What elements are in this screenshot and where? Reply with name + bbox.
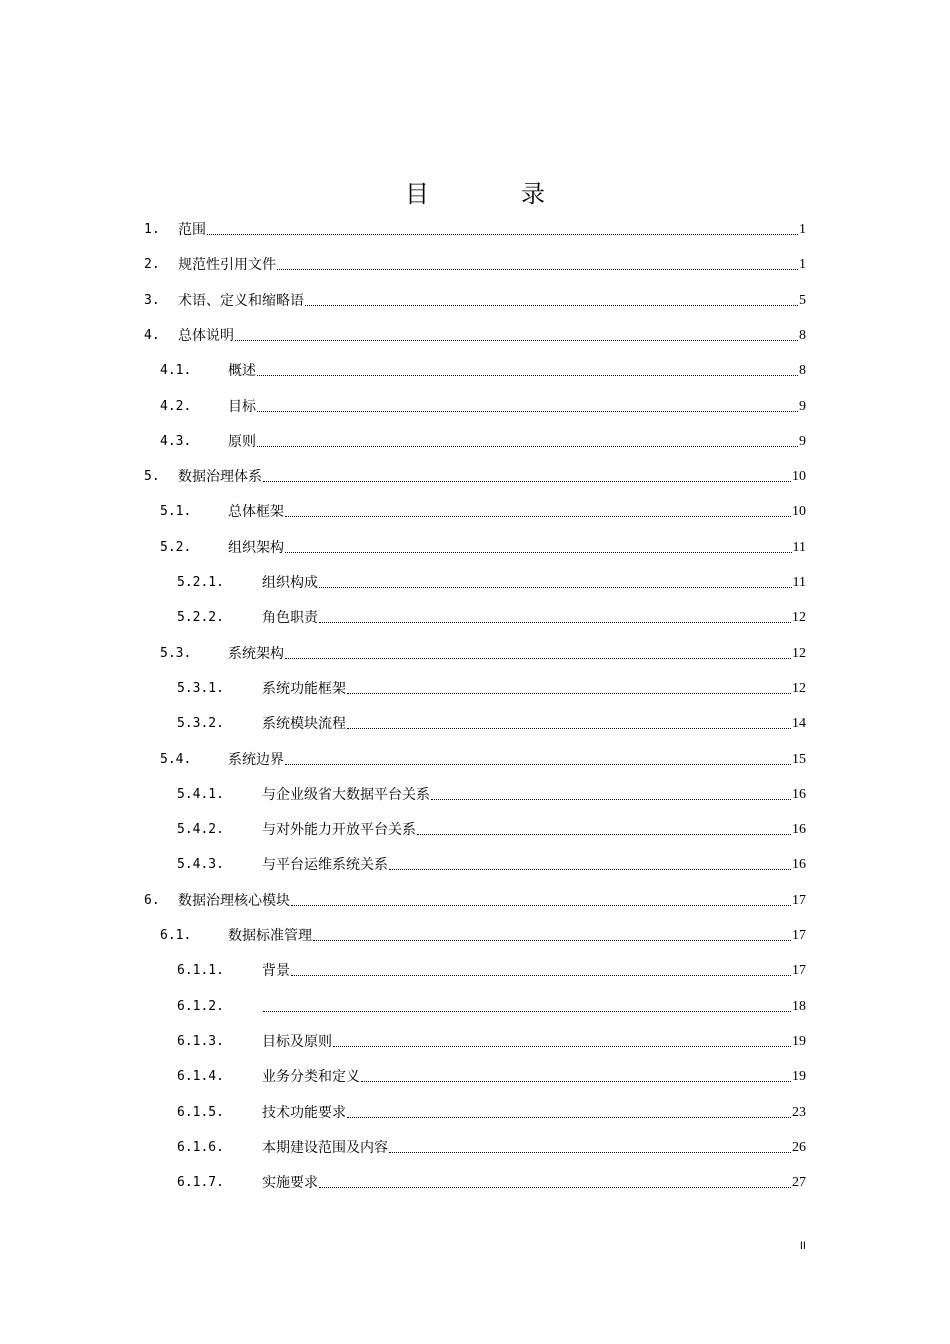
toc-entry-label: 与平台运维系统关系: [262, 857, 388, 874]
toc-entry[interactable]: [177, 994, 806, 1016]
toc-entry[interactable]: [177, 1170, 806, 1192]
toc-entry-page: 1: [799, 222, 806, 237]
toc-entry-page: 19: [792, 1033, 806, 1049]
toc-entry[interactable]: [144, 252, 806, 274]
toc-entry[interactable]: [177, 817, 806, 839]
toc-entry-number: 5.3.1.: [177, 680, 224, 696]
toc-entry-page: 17: [792, 892, 806, 908]
toc-entry[interactable]: [144, 888, 806, 910]
toc-entry-label: 数据治理核心模块: [178, 892, 290, 909]
toc-entry-label: 规范性引用文件: [178, 257, 276, 274]
toc-entry-number: 4.3.: [160, 433, 192, 449]
toc-entry-number: 3.: [144, 292, 160, 308]
toc-entry-label: 业务分类和定义: [262, 1069, 360, 1086]
toc-entry-page: 8: [799, 363, 806, 379]
dot-leader: [347, 715, 791, 733]
toc-entry-label: 原则: [228, 433, 256, 450]
toc-entry[interactable]: [177, 605, 806, 627]
toc-entry-number: 2.: [144, 257, 160, 273]
dot-leader: [319, 609, 791, 627]
toc-entry-page: 15: [792, 751, 806, 767]
toc-entry-label: 系统架构: [228, 645, 284, 662]
toc-entry-number: 6.1.7.: [177, 1175, 224, 1191]
toc-entry-page: 11: [792, 575, 806, 590]
toc-entry-number: 1.: [144, 222, 160, 237]
toc-entry-number: 5.4.1.: [177, 786, 224, 802]
toc-entry-label: 角色职责: [262, 610, 318, 627]
dot-leader: [207, 221, 798, 239]
toc-entry-page: 17: [792, 928, 806, 943]
dot-leader: [319, 574, 792, 592]
toc-entry-number: 5.2.: [160, 539, 192, 555]
toc-entry-number: 6.1.1.: [177, 963, 224, 979]
dot-leader: [257, 398, 798, 416]
toc-entry-label: 系统模块流程: [262, 716, 346, 733]
toc-entry[interactable]: [160, 429, 806, 451]
toc-entry-page: 12: [792, 680, 806, 696]
toc-entry[interactable]: [160, 394, 806, 416]
toc-entry-page: 14: [792, 716, 806, 732]
toc-entry-label: 技术功能要求: [262, 1104, 346, 1121]
toc-entry-number: 4.1.: [160, 363, 192, 379]
toc-entry-label: 与对外能力开放平台关系: [262, 822, 416, 839]
toc-entry[interactable]: [144, 323, 806, 345]
dot-leader: [431, 786, 791, 804]
toc-entry[interactable]: [160, 535, 806, 557]
toc-entry-page: 16: [792, 786, 806, 802]
toc-entry-label: 与企业级省大数据平台关系: [262, 786, 430, 803]
toc-entry[interactable]: [177, 711, 806, 733]
toc-entry-label: 总体框架: [228, 504, 284, 521]
dot-leader: [285, 539, 792, 557]
toc-entry[interactable]: [160, 499, 806, 521]
dot-leader: [389, 1139, 791, 1157]
toc-entry-label: 本期建设范围及内容: [262, 1139, 388, 1156]
toc-entry-page: 9: [799, 433, 806, 449]
dot-leader: [291, 892, 791, 910]
toc-entry-number: 5.4.2.: [177, 822, 224, 838]
toc-entry-page: 27: [792, 1175, 806, 1191]
toc-entry[interactable]: [144, 288, 806, 310]
toc-entry-label: 概述: [228, 363, 256, 380]
dot-leader: [263, 998, 791, 1016]
toc-entry-page: 12: [792, 645, 806, 661]
toc-entry-label: 范围: [178, 222, 206, 238]
toc-entry-label: 数据标准管理: [228, 928, 312, 944]
toc-entry-page: 16: [792, 822, 806, 838]
toc-entry[interactable]: [177, 1100, 806, 1122]
toc-entry-page: 23: [792, 1104, 806, 1120]
dot-leader: [235, 327, 798, 345]
dot-leader: [305, 292, 798, 310]
toc-entry-number: 5.3.: [160, 645, 192, 661]
toc-entry[interactable]: [177, 1064, 806, 1086]
toc-entry[interactable]: [160, 641, 806, 663]
toc-entry[interactable]: [177, 1135, 806, 1157]
toc-entry[interactable]: [177, 782, 806, 804]
toc-entry-label: 目标: [228, 398, 256, 415]
toc-title: 目 录: [405, 180, 579, 209]
toc-entry[interactable]: [160, 358, 806, 380]
toc-entry-label: 组织架构: [228, 539, 284, 556]
toc-entry-page: 5: [799, 292, 806, 308]
toc-entry-number: 4.: [144, 327, 160, 343]
dot-leader: [347, 680, 791, 698]
dot-leader: [285, 751, 791, 769]
toc-entry-number: 5.1.: [160, 504, 192, 520]
toc-entry-page: 8: [799, 327, 806, 343]
toc-entry-number: 6.: [144, 892, 160, 908]
toc-entry-page: 12: [792, 610, 806, 626]
toc-entry-number: 6.1.3.: [177, 1033, 224, 1049]
toc-entry-label: 术语、定义和缩略语: [178, 292, 304, 309]
toc-entry-number: 5.4.3.: [177, 857, 224, 873]
dot-leader: [263, 468, 791, 486]
dot-leader: [313, 927, 791, 945]
dot-leader: [257, 362, 798, 380]
toc-entry[interactable]: [177, 1029, 806, 1051]
page-number: II: [799, 1240, 806, 1252]
dot-leader: [417, 821, 791, 839]
toc-entry-number: 6.1.2.: [177, 998, 224, 1014]
toc-entry[interactable]: [177, 958, 806, 980]
dot-leader: [277, 256, 798, 274]
toc-entry-page: 17: [792, 963, 806, 979]
toc-entry-label: 系统边界: [228, 751, 284, 768]
toc-entry[interactable]: [177, 676, 806, 698]
toc-entry-number: 4.2.: [160, 398, 192, 414]
dot-leader: [257, 433, 798, 451]
toc-entry-page: 10: [792, 469, 806, 485]
dot-leader: [389, 856, 791, 874]
dot-leader: [333, 1033, 791, 1051]
toc-entry[interactable]: [177, 570, 806, 592]
toc-entry-page: 26: [792, 1139, 806, 1155]
toc-entry-label: 总体说明: [178, 327, 234, 344]
toc-entry-page: 18: [792, 998, 806, 1014]
toc-entry-label: 实施要求: [262, 1175, 318, 1192]
dot-leader: [285, 645, 791, 663]
toc-entry-number: 5.: [144, 469, 160, 485]
dot-leader: [361, 1068, 791, 1086]
toc-entry-page: 1: [799, 257, 806, 273]
toc-entry-number: 5.4.: [160, 751, 192, 767]
dot-leader: [291, 962, 791, 980]
toc-entry-page: 11: [792, 539, 806, 555]
toc-entry-number: 6.1.4.: [177, 1069, 224, 1085]
toc-entry-number: 6.1.: [160, 928, 192, 943]
toc-entry[interactable]: [144, 464, 806, 486]
toc-entry-label: 数据治理体系: [178, 469, 262, 486]
toc-entry-number: 5.2.1.: [177, 575, 224, 590]
toc-entry[interactable]: [177, 852, 806, 874]
toc-entry[interactable]: [144, 217, 806, 239]
dot-leader: [347, 1104, 791, 1122]
toc-entry[interactable]: [160, 923, 806, 945]
toc-entry-label: 目标及原则: [262, 1033, 332, 1050]
toc-entry-page: 19: [792, 1069, 806, 1085]
toc-entry-number: 5.3.2.: [177, 716, 224, 732]
toc-entry-page: 16: [792, 857, 806, 873]
dot-leader: [285, 503, 791, 521]
toc-entry-number: 5.2.2.: [177, 610, 224, 626]
toc-entry[interactable]: [160, 747, 806, 769]
toc-entry-page: 10: [792, 504, 806, 520]
toc-entry-number: 6.1.6.: [177, 1139, 224, 1155]
toc-entry-label: 背景: [262, 963, 290, 980]
dot-leader: [319, 1174, 791, 1192]
toc-entry-page: 9: [799, 398, 806, 414]
toc-entry-label: 系统功能框架: [262, 680, 346, 697]
toc-entry-label: 组织构成: [262, 575, 318, 591]
toc-entry-number: 6.1.5.: [177, 1104, 224, 1120]
